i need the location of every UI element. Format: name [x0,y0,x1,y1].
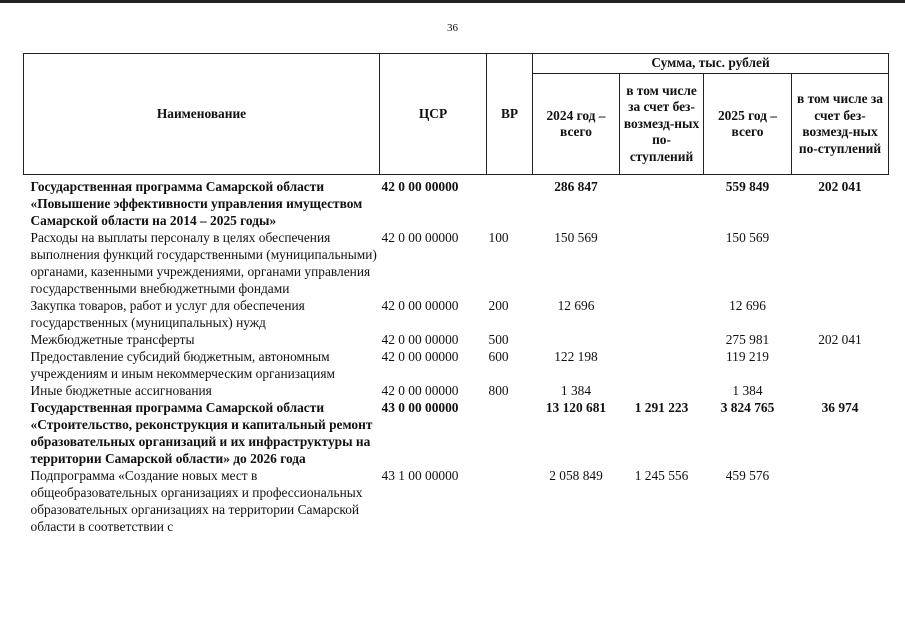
header-csr: ЦСР [380,54,487,175]
row-name: Закупка товаров, работ и услуг для обеспечения государственных (муниципальных) нужд [30,298,305,330]
row-2024-free [620,297,704,331]
table-row [24,348,889,382]
page-number: 36 [447,22,458,34]
row-2025-free [792,229,889,297]
row-2024-total: 13 120 681 [545,400,607,415]
row-2024-free [620,348,704,382]
row-2025-free [792,348,889,382]
header-2024-free: в том числе за счет без-возмезд-ных по-ступлений [620,74,704,175]
row-2024-total: 2 058 849 [549,468,603,483]
row-vr: 500 [488,332,509,347]
header-name: Наименование [24,54,380,175]
row-name: Предоставление субсидий бюджетным, автономным учреждениям и иным некоммерческим организациям [30,349,335,381]
row-2024-total: 12 696 [557,298,595,313]
row-2024-free: 1 245 556 [634,468,689,483]
row-2024-free [620,382,704,399]
table-row [24,229,889,297]
row-vr: 100 [488,230,509,245]
row-csr: 42 0 00 00000 [381,383,459,398]
row-vr [487,399,533,467]
row-2025-total: 12 696 [729,298,766,313]
row-vr [487,467,533,535]
row-name: Подпрограмма «Создание новых мест в общеобразовательных организациях и профессиональных образовательных организациях на территории Самарской области в соответствии с [30,468,363,534]
table-row [24,297,889,331]
row-2024-free [620,331,704,348]
row-2024-total: 122 198 [554,349,598,364]
row-name: Государственная программа Самарской области «Строительство, реконструкция и капитальный ремонт образовательных организаций и их инфраструктуры на территории Самарской области» до 2026 года [30,400,373,466]
header-2024-total: 2024 год – всего [533,74,620,175]
header-2025-total: 2025 год – всего [704,74,792,175]
row-2025-free: 202 041 [818,179,862,194]
budget-table [23,53,889,535]
header-2025-free: в том числе за счет без-возмезд-ных по-ступлений [792,74,889,175]
header-sum-group: Сумма, тыс. рублей [533,54,889,74]
table-row [24,467,889,535]
row-name: Межбюджетные трансферты [30,332,195,347]
row-2024-total: 150 569 [554,230,598,245]
row-csr: 42 0 00 00000 [381,298,459,313]
row-vr: 800 [488,383,509,398]
table-row [24,382,889,399]
row-name: Государственная программа Самарской области «Повышение эффективности управления имуществом Самарской области на 2014 – 2025 годы» [30,179,363,228]
row-2024-free: 1 291 223 [634,400,689,415]
row-csr: 42 0 00 00000 [381,179,459,194]
row-2024-total: 286 847 [554,179,598,194]
table-row [24,399,889,467]
row-2024-total [533,331,620,348]
row-2025-free: 202 041 [818,332,862,347]
row-2025-free [792,467,889,535]
row-2025-free [792,297,889,331]
row-vr: 200 [488,298,509,313]
table-row [24,331,889,348]
row-2024-total: 1 384 [560,383,592,398]
header-vr: ВР [487,54,533,175]
row-2025-free [792,382,889,399]
row-2024-free [620,175,704,230]
row-2025-total: 1 384 [732,383,763,398]
row-2025-total: 459 576 [725,468,770,483]
row-vr [487,175,533,230]
row-csr: 42 0 00 00000 [381,230,459,245]
table-row [24,175,889,230]
row-2025-total: 150 569 [725,230,770,245]
row-2025-free: 36 974 [821,400,859,415]
row-name: Расходы на выплаты персоналу в целях обеспечения выполнения функций государственными (муниципальными) органами, казенными учреждениями, органами управления государственными внебюджетными фондами [30,230,377,296]
row-2025-total: 275 981 [725,332,770,347]
top-border-line [0,0,905,3]
row-csr: 42 0 00 00000 [381,332,459,347]
row-2025-total: 3 824 765 [720,400,775,415]
row-csr: 43 1 00 00000 [381,468,459,483]
row-2025-total: 119 219 [725,349,770,364]
row-csr: 43 0 00 00000 [381,400,459,415]
row-csr: 42 0 00 00000 [381,349,459,364]
row-vr: 600 [488,349,509,364]
row-name: Иные бюджетные ассигнования [30,383,212,398]
row-2024-free [620,229,704,297]
row-2025-total: 559 849 [725,179,770,194]
